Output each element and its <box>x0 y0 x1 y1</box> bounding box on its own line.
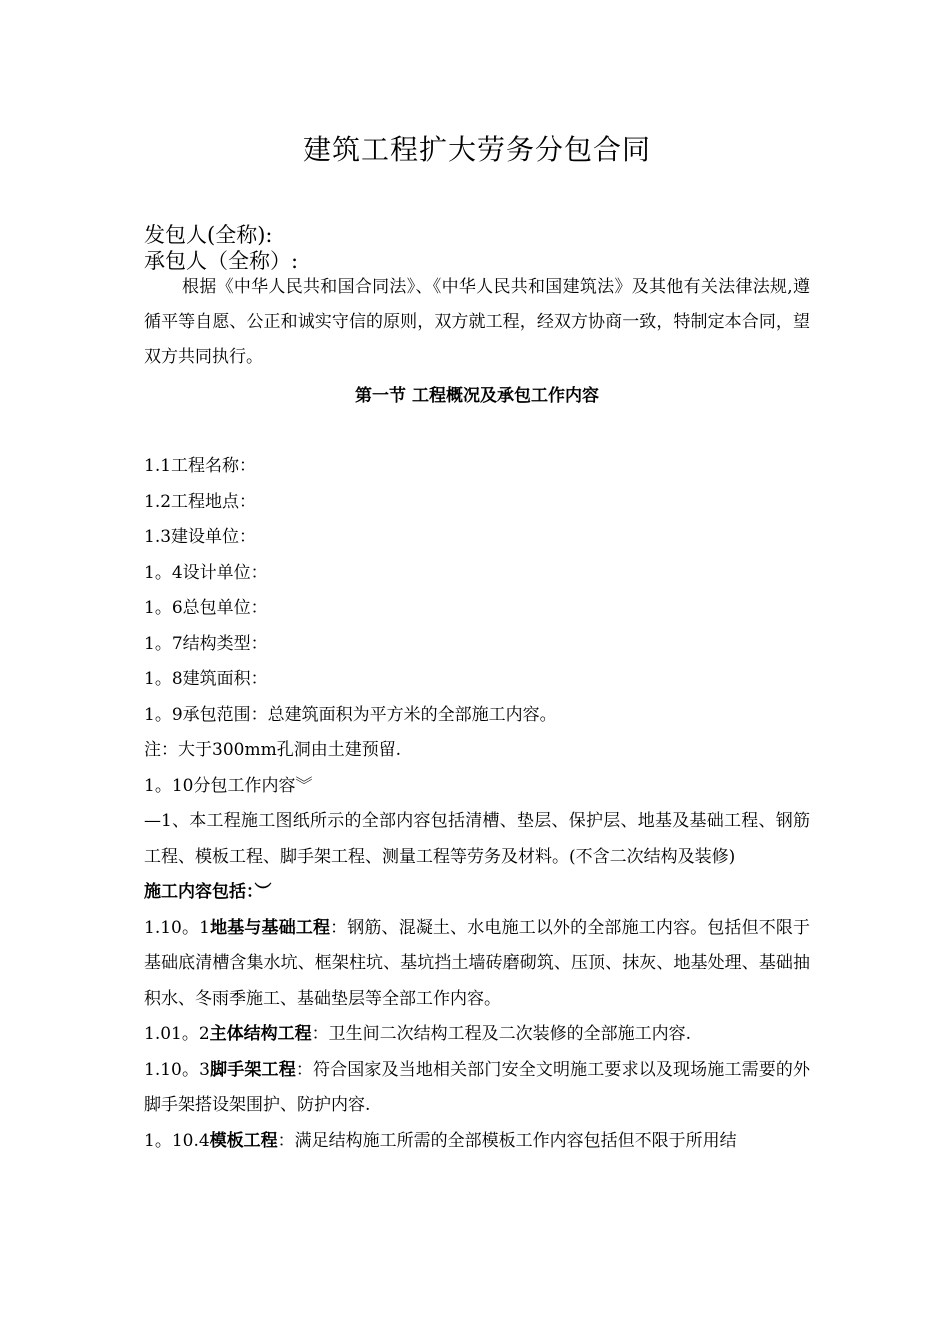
project-items <box>144 449 810 1159</box>
item-structure-type: 1。7结构类型： <box>144 633 268 654</box>
clause-number: 1.01。2 <box>144 1024 210 1044</box>
item-scaffolding-works <box>144 1053 810 1124</box>
item-formwork-works <box>144 1124 810 1160</box>
item-project-name: 1.1工程名称： <box>144 456 257 476</box>
contractor-label: 承包人（全称）: <box>144 249 299 273</box>
item-includes-label: 施工内容包括：︶ <box>144 882 272 902</box>
clause-title: 脚手架工程 <box>209 1059 296 1080</box>
item-project-location: 1.2工程地点： <box>144 491 257 512</box>
item-building-area: 1。8建筑面积： <box>144 669 268 689</box>
intro-paragraph: 根据《中华人民共和国合同法》、《中华人民共和国建筑法》及其他有关法律法规,遵循平等自愿、公正和诚实守信的原则，双方就工程，经双方协商一致，特制定本合同，望双方共同执行。 <box>144 277 810 367</box>
clause-number: 1。10.4 <box>144 1130 210 1151</box>
item-note: 注：大于300mm孔洞由土建预留. <box>144 740 402 760</box>
item-foundation-works <box>144 911 810 1018</box>
item-scope-detail: —1、本工程施工图纸所示的全部内容包括清槽、垫层、保护层、地基及基础工程、钢筋工程、模板工程、脚手架工程、测量工程等劳务及材料。(不含二次结构及装修) <box>144 811 810 867</box>
section-1-heading: 第一节 工程概况及承包工作内容 <box>355 386 599 406</box>
document-title: 建筑工程扩大劳务分包合同 <box>302 133 651 166</box>
clause-text: ：符合国家及当地相关部门安全文明施工要求以及现场施工需要的外脚手架搭设架围护、防护内容. <box>144 1059 811 1115</box>
clause-text: ：卫生间二次结构工程及二次装修的全部施工内容. <box>311 1024 692 1044</box>
item-general-contractor: 1。6总包单位： <box>144 598 268 618</box>
clause-title: 模板工程 <box>209 1130 278 1151</box>
clause-title: 主体结构工程 <box>209 1024 312 1044</box>
clause-number: 1.10。1 <box>144 917 210 938</box>
item-subcontract-work: 1。10分包工作内容︾ <box>144 775 313 796</box>
clause-number: 1.10。3 <box>144 1059 210 1080</box>
item-design-unit: 1。4设计单位： <box>144 562 268 583</box>
item-contract-scope: 1。9承包范围：总建筑面积为平方米的全部施工内容。 <box>144 704 557 725</box>
item-construction-unit: 1.3建设单位： <box>144 527 257 547</box>
clause-text: ：钢筋、混凝土、水电施工以外的全部施工内容。包括但不限于基础底清槽含集水坑、框架柱坑、基坑挡土墙砖磨砌筑、压顶、抹灰、地基处理、基础抽积水、冬雨季施工、基础垫层等全部工作内容。 <box>144 917 811 1009</box>
employer-label: 发包人(全称): <box>144 223 273 247</box>
clause-text: ：满足结构施工所需的全部模板工作内容包括但不限于所用结 <box>277 1130 737 1151</box>
item-main-structure-works <box>144 1017 810 1053</box>
clause-title: 地基与基础工程 <box>209 917 331 938</box>
